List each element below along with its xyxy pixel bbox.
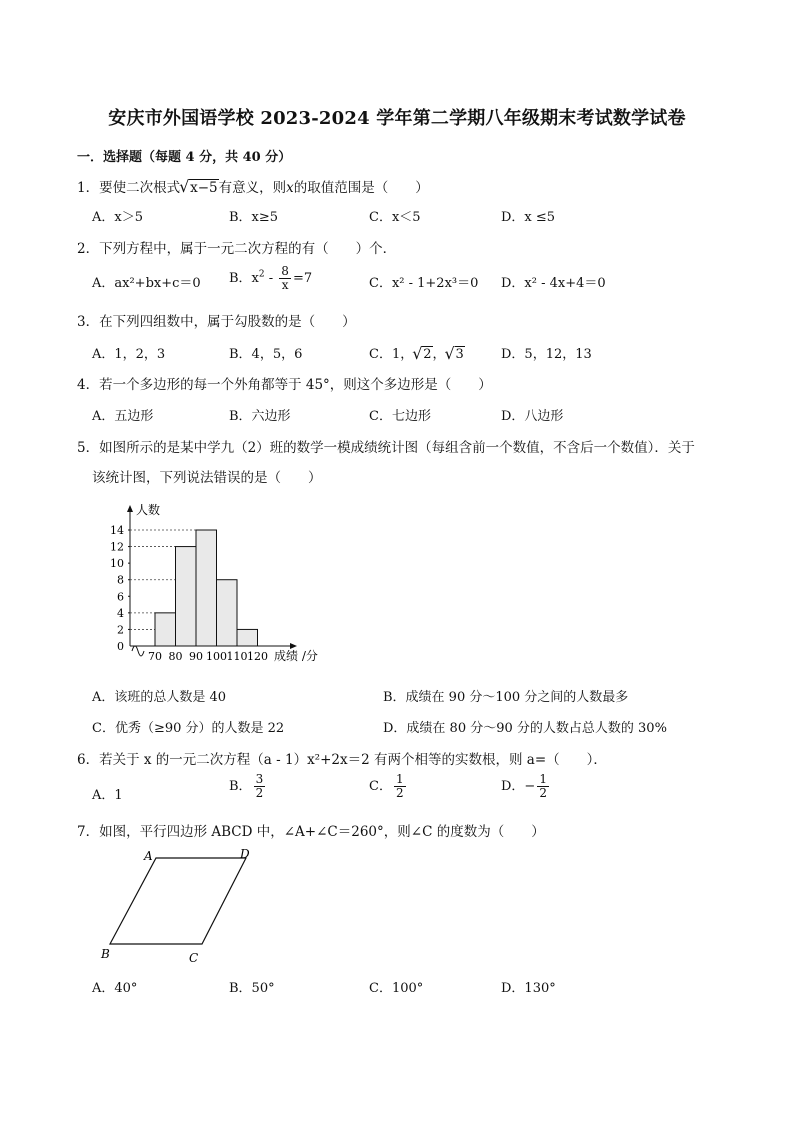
q3-c-sqrt-2 [446, 347, 465, 362]
x-tick-label: 110 [226, 650, 248, 663]
question-5-line1: 5．如图所示的是某中学九（2）班的数学一模成绩统计图（每组含前一个数值，不含后一个数值）．关于 [77, 440, 695, 456]
q4-option-b[interactable]: B．六边形 [229, 409, 291, 424]
x-tick-label: 100 [206, 650, 227, 663]
question-2: 2．下列方程中，属于一元二次方程的有（ ）个． [77, 241, 397, 257]
q6-option-c[interactable] [369, 773, 408, 800]
q1-option-a[interactable]: A．x＞5 [92, 210, 143, 225]
histogram-bar [237, 629, 258, 646]
q6-d-pre: D．− [501, 779, 536, 794]
q3-option-b[interactable]: B．4，5，6 [229, 347, 303, 362]
x-tick-label: 90 [189, 650, 203, 663]
histogram-bar [155, 613, 176, 646]
question-7: 7．如图，平行四边形 ABCD 中，∠A+∠C＝260°，则∠C 的度数为（ ） [77, 824, 545, 840]
histogram-chart [100, 498, 340, 670]
section-heading: 一．选择题（每题 4 分，共 40 分） [77, 150, 292, 165]
question-1 [77, 176, 429, 196]
q1-option-d[interactable]: D．x ≤5 [501, 210, 556, 225]
histogram-bar [176, 547, 197, 646]
q2-b-post: =7 [292, 271, 313, 286]
q1-var: x [286, 180, 294, 196]
q2-b-fraction [279, 265, 291, 292]
q7-option-c[interactable]: C．100° [369, 981, 424, 996]
parallelogram-figure [98, 846, 268, 968]
q2-option-a[interactable]: A．ax²+bx+c＝0 [92, 276, 201, 291]
q6-d-den: 2 [539, 786, 547, 800]
q3-c-radicand-2: 3 [455, 347, 464, 362]
vertex-label-d: D [240, 847, 250, 861]
q3-option-a[interactable]: A．1，2，3 [92, 347, 166, 362]
question-6: 6．若关于 x 的一元二次方程（a - 1）x²+2x＝2 有两个相等的实数根，则 a=（ ）． [77, 752, 607, 768]
question-4: 4．若一个多边形的每一个外角都等于 45°，则这个多边形是（ ） [77, 377, 492, 393]
q1-option-c[interactable]: C．x＜5 [369, 210, 421, 225]
q2-b-sup: 2 [258, 269, 265, 280]
vertex-label-a: A [144, 849, 153, 863]
question-5-line2: 该统计图，下列说法错误的是（ ） [92, 470, 322, 486]
y-tick-label: 6 [117, 590, 124, 604]
q6-b-den: 2 [255, 786, 264, 800]
y-axis-label: 人数 [136, 503, 161, 517]
vertex-label-c: C [189, 951, 199, 965]
q2-b-den: x [281, 278, 289, 292]
x-axis-label: 成绩 /分 [274, 649, 318, 663]
x-tick-label: 120 [247, 650, 268, 663]
q3-c-radicand-1: 2 [423, 347, 432, 362]
y-tick-label: 4 [117, 606, 124, 620]
y-tick-label: 12 [110, 540, 124, 554]
q6-c-fraction [394, 773, 406, 800]
q1-radical [180, 180, 219, 196]
q6-option-a[interactable]: A．1 [92, 788, 123, 803]
q2-option-d[interactable]: D．x² - 4x+4＝0 [501, 276, 606, 291]
y-tick-label: 2 [117, 623, 124, 637]
q7-option-d[interactable]: D．130° [501, 981, 556, 996]
question-3: 3．在下列四组数中，属于勾股数的是（ ） [77, 314, 356, 330]
q6-b-num: 3 [255, 772, 264, 786]
histogram-bar [196, 530, 217, 646]
q2-b-dash: - [264, 271, 278, 286]
y-tick-label: 8 [117, 573, 124, 587]
q6-d-fraction [537, 773, 549, 800]
histogram-bar [217, 580, 238, 646]
q3-c-pre: C．1， [369, 347, 414, 362]
x-tick-label: 70 [148, 650, 162, 663]
q1-text-post2: 的取值范围是（ ） [293, 180, 429, 196]
q4-option-d[interactable]: D．八边形 [501, 409, 564, 424]
q6-b-pre: B． [229, 779, 252, 794]
y-tick-label: 14 [110, 524, 124, 537]
page-title: 安庆市外国语学校 2023-2024 学年第二学期八年级期末考试数学试卷 [108, 108, 686, 129]
q6-option-d[interactable] [501, 773, 551, 800]
q2-b-pre: B．x [229, 271, 259, 286]
q6-c-num: 1 [395, 772, 404, 786]
axis-break [132, 646, 144, 656]
q3-option-d[interactable]: D．5，12，13 [501, 347, 592, 362]
q6-b-fraction [254, 773, 266, 800]
q1-option-b[interactable]: B．x≥5 [229, 210, 279, 225]
q1-radicand: x−5 [190, 180, 218, 196]
q2-option-c[interactable]: C．x² - 1+2x³＝0 [369, 276, 479, 291]
q6-option-b[interactable] [229, 773, 267, 800]
y-tick-label: 0 [117, 640, 124, 653]
q5-option-d[interactable]: D．成绩在 80 分～90 分的人数占总人数的 30% [383, 721, 667, 736]
q5-option-c[interactable]: C．优秀（≥90 分）的人数是 22 [92, 721, 285, 736]
q5-option-a[interactable]: A．该班的总人数是 40 [92, 690, 227, 705]
vertex-label-b: B [101, 947, 110, 961]
y-tick-label: 10 [110, 557, 124, 571]
q4-option-c[interactable]: C．七边形 [369, 409, 431, 424]
q2-b-num: 8 [281, 264, 289, 278]
q6-c-pre: C． [369, 779, 392, 794]
q1-text-post: 有意义，则 [218, 180, 287, 196]
q7-option-a[interactable]: A．40° [92, 981, 138, 996]
q3-option-c[interactable] [369, 343, 465, 362]
q5-option-b[interactable]: B．成绩在 90 分～100 分之间的人数最多 [383, 690, 629, 705]
y-axis-arrow [127, 505, 133, 512]
q3-c-sqrt-1 [413, 347, 432, 362]
q6-d-num: 1 [539, 772, 547, 786]
q2-option-b[interactable] [229, 265, 312, 292]
parallelogram-shape [110, 858, 246, 944]
q4-option-a[interactable]: A．五边形 [92, 409, 154, 424]
q3-c-sep: ， [432, 347, 446, 362]
x-tick-label: 80 [168, 650, 183, 663]
q7-option-b[interactable]: B．50° [229, 981, 275, 996]
q1-text-pre: 1．要使二次根式 [77, 180, 181, 196]
q6-c-den: 2 [395, 786, 404, 800]
